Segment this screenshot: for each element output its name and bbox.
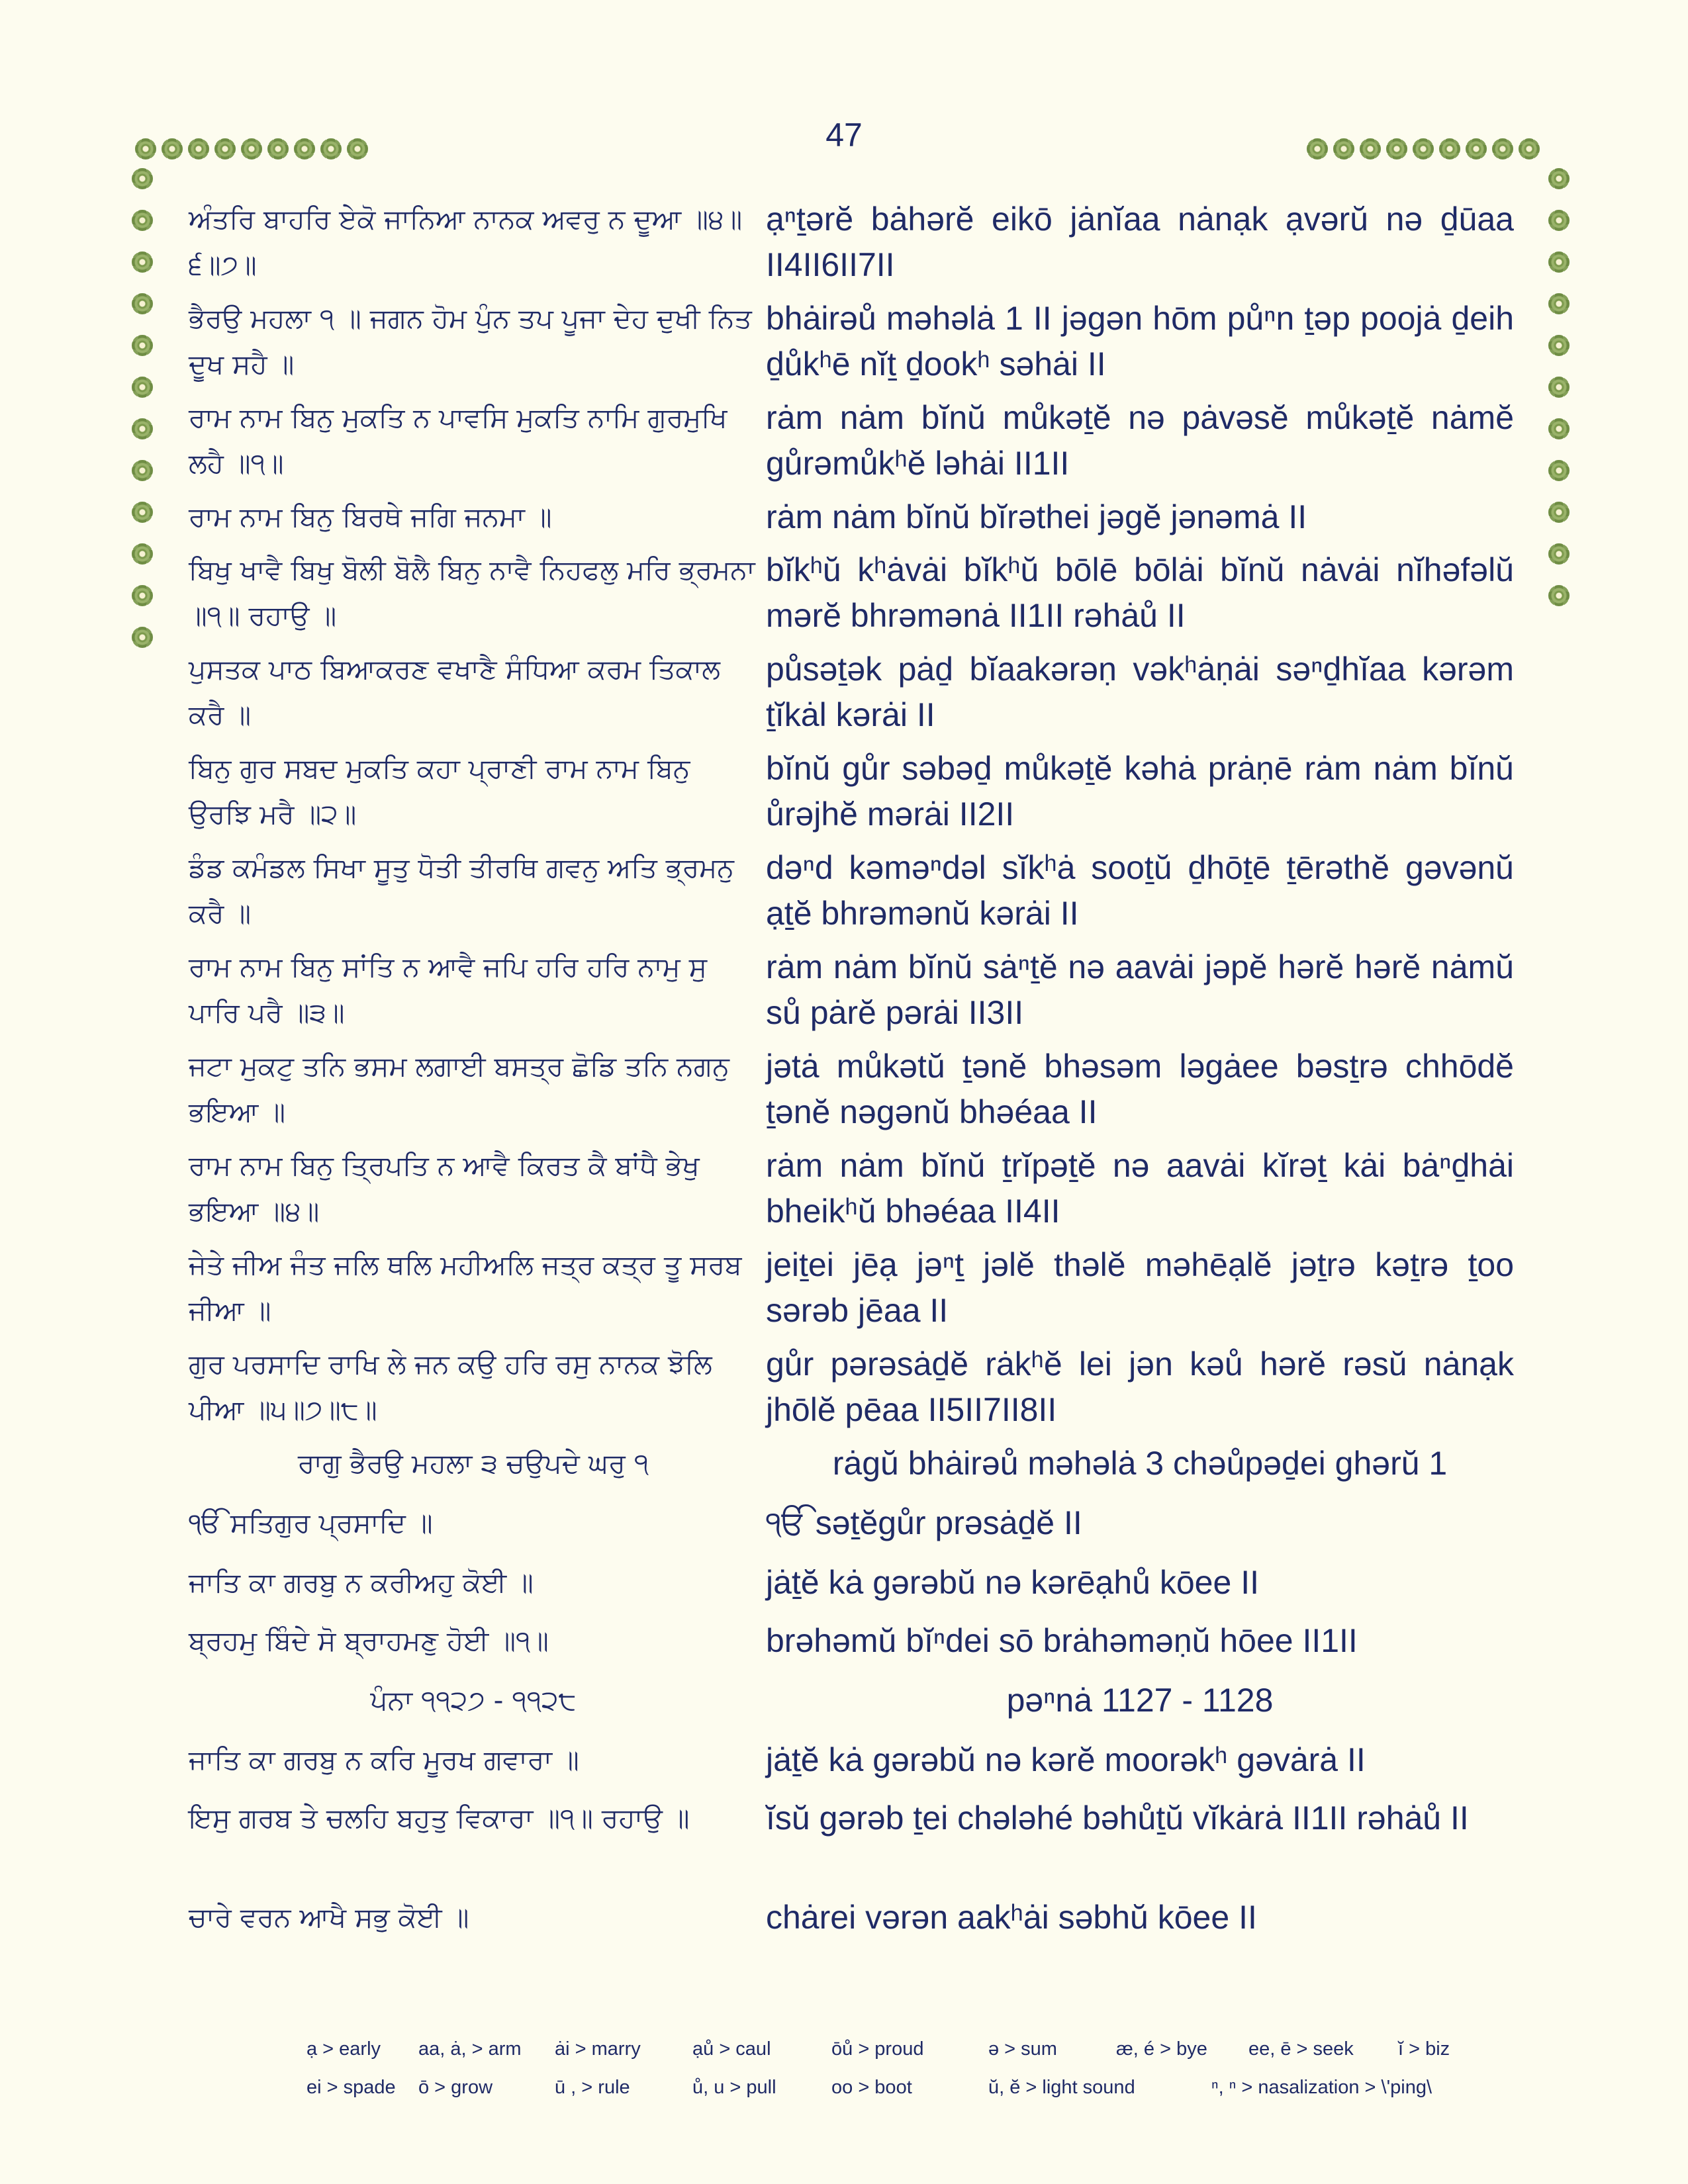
verse-row [189, 1242, 1519, 1342]
key-item: æ, é > bye [1116, 2038, 1207, 2060]
verse-row [189, 647, 1519, 746]
flower-icon [1546, 457, 1572, 484]
flower-icon [212, 136, 238, 162]
transliteration-text: rȧm nȧm bĭnŭ ṯrĭpəṯĕ nə aavȧi kĭrəṯ kȧi bȧⁿḏhȧi bheikʰŭ bhəéaa II4II [766, 1147, 1514, 1230]
flower-icon [291, 136, 318, 162]
gurmukhi-text: ਜਾਤਿ ਕਾ ਗਰਬੁ ਨ ਕਰੀਅਹੁ ਕੋਈ ॥ [189, 1567, 534, 1598]
flower-icon [1546, 291, 1572, 317]
flower-icon [265, 136, 291, 162]
page-number: 47 [825, 116, 863, 154]
transliteration-text: ạⁿṯərĕ bȧhərĕ eikō jȧnĭaa nȧnạk ạvərŭ nə ḏūaa II4II6II7II [766, 201, 1514, 283]
verse-row [189, 494, 1519, 547]
verse-row [189, 1737, 1519, 1796]
verse-row [189, 845, 1519, 944]
transliteration-text: půsəṯək pȧḏ bĭaakərəṇ vəkʰȧṇȧi səⁿḏhĭaa kərəm ṯĭkȧl kərȧi II [766, 651, 1514, 733]
transliteration-text: ੴ səṯĕgůr prəsȧḏĕ II [766, 1504, 1082, 1541]
key-item: ạ > early [306, 2038, 381, 2060]
gurmukhi-text: ਰਾਮ ਨਾਮ ਬਿਨੁ ਬਿਰਥੇ ਜਗਿ ਜਨਮਾ ॥ [189, 501, 552, 533]
flower-icon [129, 624, 156, 651]
flower-icon [1331, 136, 1357, 162]
gurmukhi-text: ਜੇਤੇ ਜੀਅ ਜੰਤ ਜਲਿ ਥਲਿ ਮਹੀਅਲਿ ਜਤ੍ਰ ਕਤ੍ਰ ਤੂ ਸਰਬ ਜੀਆ ॥ [189, 1249, 742, 1326]
top-left-flower-border [132, 132, 371, 165]
pronunciation-key-row [0, 2077, 1688, 2115]
gurmukhi-text: ਡੰਡ ਕਮੰਡਲ ਸਿਖਾ ਸੂਤੁ ਧੋਤੀ ਤੀਰਥਿ ਗਵਨੁ ਅਤਿ ਭ੍ਰਮਨੁ ਕਰੈ ॥ [189, 852, 734, 929]
section-heading-gurmukhi: ਰਾਗੁ ਭੈਰਉ ਮਹਲਾ ੩ ਚਉਪਦੇ ਘਰੁ ੧ [297, 1447, 649, 1479]
flower-icon [129, 291, 156, 317]
flower-icon [129, 374, 156, 400]
flower-icon [129, 332, 156, 359]
flower-icon [1546, 374, 1572, 400]
section-heading-transliteration: rȧgŭ bhȧirəů məhəlȧ 3 chəůpəḏei ghərŭ 1 [832, 1445, 1448, 1482]
verse-row [189, 746, 1519, 845]
flower-icon [129, 499, 156, 525]
key-item: ō > grow [418, 2077, 493, 2098]
verse-row [189, 1044, 1519, 1143]
key-item: ů, u > pull [692, 2077, 776, 2098]
flower-icon [129, 541, 156, 567]
gurmukhi-text: ਗੁਰ ਪਰਸਾਦਿ ਰਾਖਿ ਲੇ ਜਨ ਕਉ ਹਰਿ ਰਸੁ ਨਾਨਕ ਝੋਲਿ ਪੀਆ ॥੫॥੭॥੮॥ [189, 1348, 712, 1426]
page-reference-gurmukhi: ਪੰਨਾ ੧੧੨੭ - ੧੧੨੮ [370, 1684, 577, 1716]
flower-icon [185, 136, 212, 162]
transliteration-text: rȧm nȧm bĭnŭ můkəṯĕ nə pȧvəsĕ můkəṯĕ nȧmĕ gůrəmůkʰĕ ləhȧi II1II [766, 399, 1514, 482]
flower-icon [344, 136, 371, 162]
flower-icon [129, 165, 156, 192]
key-item: ȧi > marry [555, 2038, 641, 2060]
transliteration-text: jȧṯĕ kȧ gərəbŭ nə kərēạhů kōee II [766, 1564, 1259, 1601]
transliteration-text: ĭsŭ gərəb ṯei chələhé bəhůṯŭ vĭkȧrȧ II1II rəhȧů II [766, 1799, 1469, 1837]
flower-icon [1546, 499, 1572, 525]
flower-icon [129, 457, 156, 484]
verse-row [189, 1796, 1519, 1895]
flower-icon [1546, 332, 1572, 359]
transliteration-text: bĭnŭ gůr səbəḏ můkəṯĕ kəhȧ prȧṇē rȧm nȧm bĭnŭ ůrəjhĕ mərȧi II2II [766, 750, 1514, 833]
gurmukhi-text: ਰਾਮ ਨਾਮ ਬਿਨੁ ਮੁਕਤਿ ਨ ਪਾਵਸਿ ਮੁਕਤਿ ਨਾਮਿ ਗੁਰਮੁਖਿ ਲਹੈ ॥੧॥ [189, 402, 727, 479]
flower-icon [1489, 136, 1516, 162]
transliteration-text: bhȧirəů məhəlȧ 1 II jəgən hōm půⁿn ṯəp poojȧ ḏeih ḏůkʰē nĭṯ ḏookʰ səhȧi II [766, 300, 1514, 383]
transliteration-text: rȧm nȧm bĭnŭ sȧⁿṯĕ nə aavȧi jəpĕ hərĕ hərĕ nȧmŭ sů pȧrĕ pərȧi II3II [766, 948, 1514, 1031]
key-item: ạů > caul [692, 2038, 771, 2060]
verse-row [189, 296, 1519, 395]
flower-icon [1546, 207, 1572, 234]
pronunciation-key [0, 2038, 1688, 2115]
flower-icon [1410, 136, 1436, 162]
key-item: ee, ē > seek [1248, 2038, 1354, 2060]
transliteration-text: jətȧ můkətŭ ṯənĕ bhəsəm ləgȧee bəsṯrə chhōdĕ ṯənĕ nəgənŭ bhəéaa II [766, 1048, 1514, 1130]
key-item: ə > sum [988, 2038, 1057, 2060]
page-reference-row [189, 1678, 1519, 1737]
key-item: aa, ȧ, > arm [418, 2038, 522, 2060]
section-heading-row [189, 1441, 1519, 1500]
gurmukhi-text: ਪੁਸਤਕ ਪਾਠ ਬਿਆਕਰਣ ਵਖਾਣੈ ਸੰਧਿਆ ਕਰਮ ਤਿਕਾਲ ਕਰੈ ॥ [189, 653, 720, 731]
gurmukhi-text: ਅੰਤਰਿ ਬਾਹਰਿ ਏਕੋ ਜਾਨਿਆ ਨਾਨਕ ਅਵਰੁ ਨ ਦੂਆ ॥੪॥੬॥੭॥ [189, 203, 743, 281]
verse-row [189, 1560, 1519, 1618]
transliteration-text: jȧṯĕ kȧ gərəbŭ nə kərĕ moorəkʰ gəvȧrȧ II [766, 1741, 1366, 1778]
top-right-flower-border [1304, 132, 1542, 165]
verse-row [189, 395, 1519, 494]
right-flower-border [1546, 162, 1572, 612]
verse-row [189, 1618, 1519, 1678]
verse-row [189, 944, 1519, 1044]
flower-icon [1304, 136, 1331, 162]
flower-icon [1383, 136, 1410, 162]
flower-icon [1546, 541, 1572, 567]
gurmukhi-text: ਬ੍ਰਹਮੁ ਬਿੰਦੇ ਸੋ ਬ੍ਰਾਹਮਣੁ ਹੋਈ ॥੧॥ [189, 1625, 549, 1657]
flower-icon [318, 136, 344, 162]
flower-icon [1436, 136, 1463, 162]
left-flower-border [129, 162, 156, 654]
gurmukhi-text: ਚਾਰੇ ਵਰਨ ਆਖੈ ਸਭੁ ਕੋਈ ॥ [189, 1901, 469, 1933]
transliteration-text: gůr pərəsȧḏĕ rȧkʰĕ lei jən kəů hərĕ rəsŭ nȧnạk jhōlĕ pēaa II5II7II8II [766, 1345, 1514, 1428]
key-item: ei > spade [306, 2077, 396, 2098]
transliteration-text: brəhəmŭ bĭⁿdei sō brȧhəməṇŭ hōee II1II [766, 1622, 1358, 1659]
flower-icon [1463, 136, 1489, 162]
key-item: ōů > proud [831, 2038, 924, 2060]
gurmukhi-text: ਜਾਤਿ ਕਾ ਗਰਬੁ ਨ ਕਰਿ ਮੂਰਖ ਗਵਾਰਾ ॥ [189, 1744, 579, 1776]
key-item: oo > boot [831, 2077, 912, 2098]
key-item: ŭ, ĕ > light sound [988, 2077, 1135, 2098]
transliteration-text: bĭkʰŭ kʰȧvȧi bĭkʰŭ bōlē bōlȧi bĭnŭ nȧvȧi nĭhəfəlŭ mərĕ bhrəmənȧ II1II rəhȧů II [766, 551, 1514, 634]
gurmukhi-text: ਰਾਮ ਨਾਮ ਬਿਨੁ ਸਾਂਤਿ ਨ ਆਵੈ ਜਪਿ ਹਰਿ ਹਰਿ ਨਾਮੁ ਸੁ ਪਾਰਿ ਪਰੈ ॥੩॥ [189, 951, 708, 1028]
flower-icon [129, 416, 156, 442]
gurmukhi-text: ਬਿਖੁ ਖਾਵੈ ਬਿਖੁ ਬੋਲੀ ਬੋਲੈ ਬਿਨੁ ਨਾਵੈ ਨਿਹਫਲੁ ਮਰਿ ਭ੍ਰਮਨਾ ॥੧॥ ਰਹਾਉ ॥ [189, 554, 755, 631]
key-item: ū , > rule [555, 2077, 630, 2098]
gurmukhi-text: ਜਟਾ ਮੁਕਟੁ ਤਨਿ ਭਸਮ ਲਗਾਈ ਬਸਤ੍ਰ ਛੋਡਿ ਤਨਿ ਨਗਨੁ ਭਇਆ ॥ [189, 1050, 729, 1128]
flower-icon [1546, 249, 1572, 275]
verse-row [189, 1895, 1519, 1954]
flower-icon [129, 207, 156, 234]
key-item: ĭ > biz [1398, 2038, 1450, 2060]
verse-list [189, 197, 1519, 1954]
verse-row [189, 1342, 1519, 1441]
flower-icon [238, 136, 265, 162]
flower-icon [1546, 416, 1572, 442]
gurmukhi-text: ਬਿਨੁ ਗੁਰ ਸਬਦ ਮੁਕਤਿ ਕਹਾ ਪ੍ਰਾਣੀ ਰਾਮ ਨਾਮ ਬਿਨੁ ਉਰਝਿ ਮਰੈ ॥੨॥ [189, 752, 690, 830]
pronunciation-key-row [0, 2038, 1688, 2077]
flower-icon [159, 136, 185, 162]
verse-row [189, 1500, 1519, 1560]
transliteration-text: rȧm nȧm bĭnŭ bĭrəthei jəgĕ jənəmȧ II [766, 498, 1307, 535]
key-item: ⁿ, ⁿ > nasalization > \'ping\ [1211, 2077, 1432, 2098]
transliteration-text: jeiṯei jēạ jəⁿṯ jəlĕ thəlĕ məhēạlĕ jəṯrə kəṯrə ṯoo sərəb jēaa II [766, 1246, 1514, 1329]
gurmukhi-text: ਭੈਰਉ ਮਹਲਾ ੧ ॥ ਜਗਨ ਹੋਮ ਪੁੰਨ ਤਪ ਪੂਜਾ ਦੇਹ ਦੁਖੀ ਨਿਤ ਦੂਖ ਸਹੈ ॥ [189, 302, 752, 380]
page-reference-transliteration: pəⁿnȧ 1127 - 1128 [1006, 1682, 1274, 1719]
gurmukhi-text: ਇਸੁ ਗਰਬ ਤੇ ਚਲਹਿ ਬਹੁਤੁ ਵਿਕਾਰਾ ॥੧॥ ਰਹਾਉ ॥ [189, 1802, 690, 1834]
transliteration-text: dəⁿd kəməⁿdəl sĭkʰȧ sooṯŭ ḏhōṯē ṯērəthĕ gəvənŭ ạṯĕ bhrəmənŭ kərȧi II [766, 849, 1514, 932]
flower-icon [1357, 136, 1383, 162]
verse-row [189, 1143, 1519, 1242]
flower-icon [132, 136, 159, 162]
transliteration-text: chȧrei vərən aakʰȧi səbhŭ kōee II [766, 1899, 1257, 1936]
flower-icon [129, 249, 156, 275]
flower-icon [1546, 165, 1572, 192]
verse-row [189, 547, 1519, 647]
flower-icon [1546, 582, 1572, 609]
flower-icon [1516, 136, 1542, 162]
gurmukhi-text: ਰਾਮ ਨਾਮ ਬਿਨੁ ਤ੍ਰਿਪਤਿ ਨ ਆਵੈ ਕਿਰਤ ਕੈ ਬਾਂਧੈ ਭੇਖੁ ਭਇਆ ॥੪॥ [189, 1150, 700, 1227]
flower-icon [129, 582, 156, 609]
gurmukhi-text: ੴ ਸਤਿਗੁਰ ਪ੍ਰਸਾਦਿ ॥ [189, 1507, 433, 1539]
verse-row [189, 197, 1519, 296]
